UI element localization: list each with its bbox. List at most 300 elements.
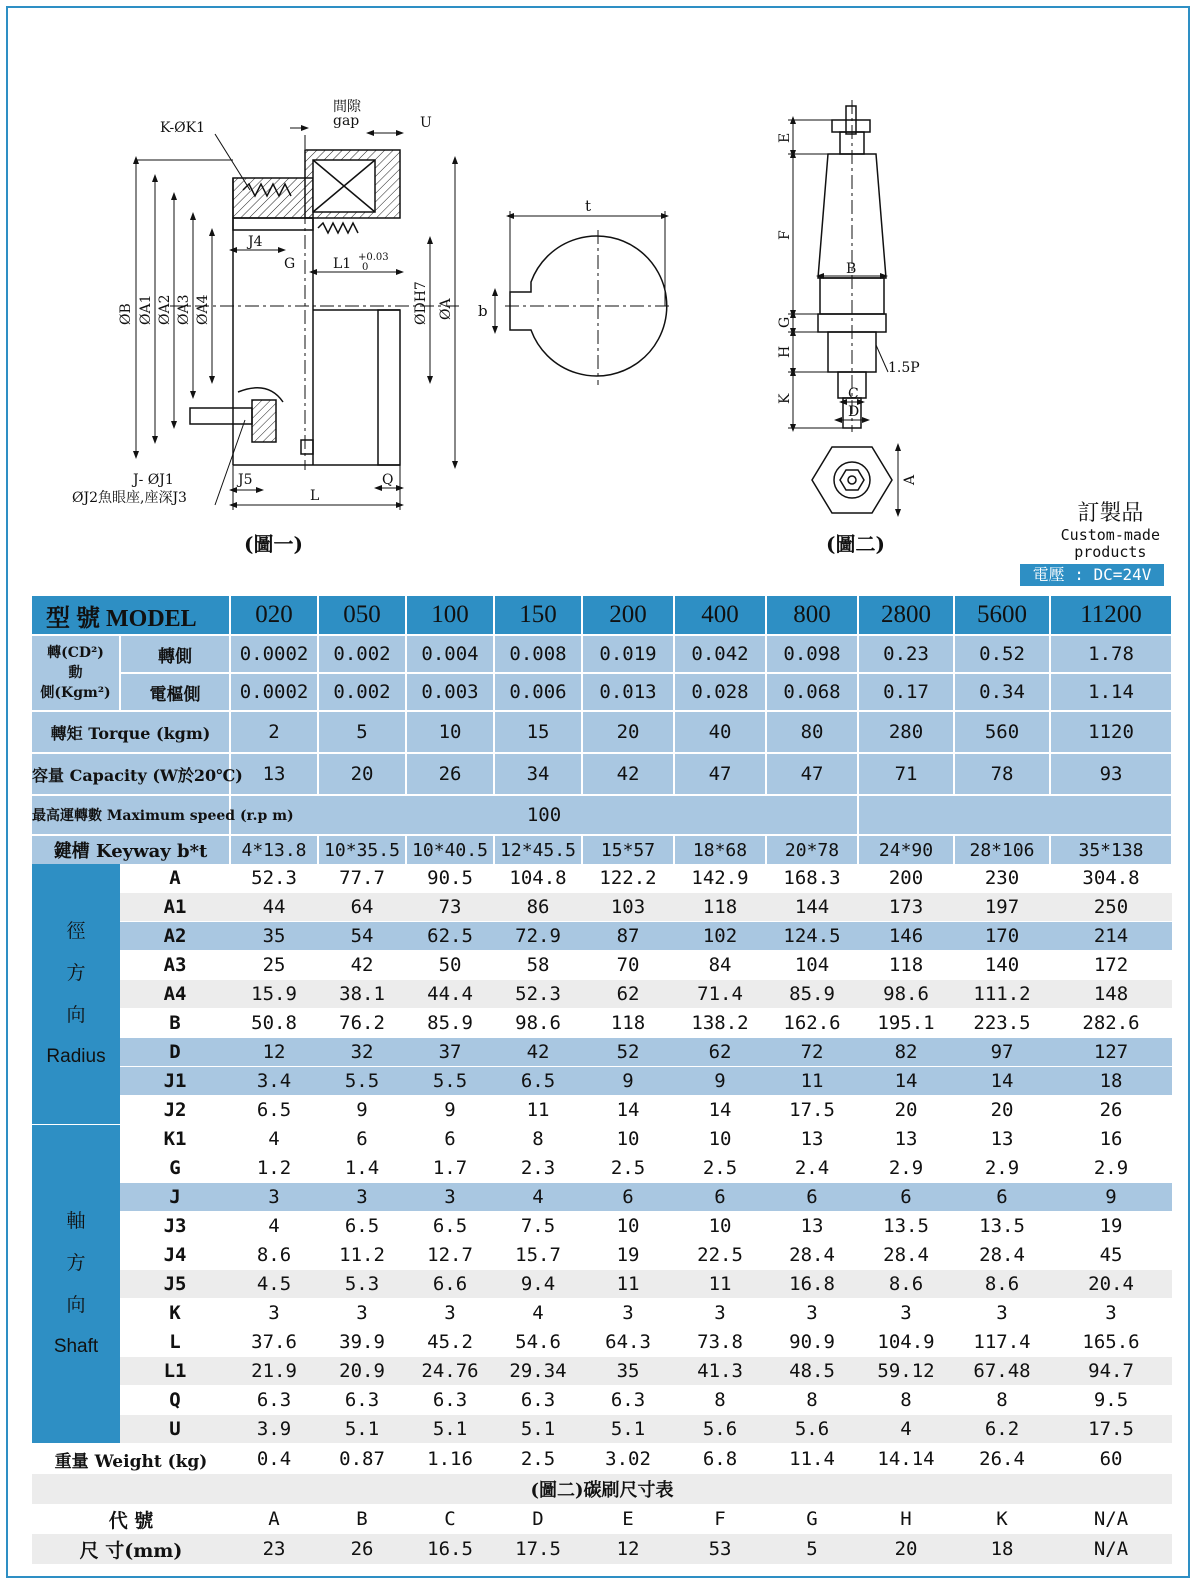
max-speed-label bbox=[32, 795, 294, 835]
table-cell: 1120 bbox=[1050, 711, 1172, 753]
table-cell: 102 bbox=[674, 922, 766, 951]
table-cell: F bbox=[674, 1504, 766, 1534]
table-cell: 18*68 bbox=[674, 835, 766, 864]
shaft-row bbox=[32, 1357, 1172, 1386]
table-cell: 2.5 bbox=[582, 1154, 674, 1183]
table-cell: 0.068 bbox=[766, 673, 858, 711]
table-cell: 1.14 bbox=[1050, 673, 1172, 711]
table-cell: 223.5 bbox=[954, 1009, 1050, 1038]
technical-drawings bbox=[0, 0, 1200, 590]
table-cell: 3 bbox=[318, 1299, 406, 1328]
dimension-key: L bbox=[120, 1328, 230, 1357]
table-cell: 6.8 bbox=[674, 1444, 766, 1475]
fig1-label-oa4: ØA4 bbox=[195, 294, 211, 325]
fig1-label-j-j1: J- ØJ1 bbox=[133, 472, 174, 488]
fig2-caption: (圖二) bbox=[826, 532, 885, 556]
shaft-row bbox=[32, 1299, 1172, 1328]
table-cell: 5.1 bbox=[494, 1415, 582, 1444]
table-cell: 73.8 bbox=[674, 1328, 766, 1357]
table-cell: 11.4 bbox=[766, 1444, 858, 1475]
fig2-label-f: F bbox=[777, 230, 793, 240]
model-name: 400 bbox=[674, 596, 766, 635]
table-cell: 73 bbox=[406, 893, 494, 922]
table-cell: 42 bbox=[494, 1038, 582, 1067]
table-cell: 93 bbox=[1050, 753, 1172, 795]
table-cell: 0.008 bbox=[494, 635, 582, 673]
max-speed-label-zh: 最高運轉數 bbox=[32, 808, 107, 824]
table-cell: 34 bbox=[494, 753, 582, 795]
table-cell: 3.4 bbox=[230, 1067, 318, 1096]
table-cell: 118 bbox=[674, 893, 766, 922]
fig1-label-j2-note: ØJ2魚眼座,座深J3 bbox=[72, 490, 187, 506]
table-cell: 5.5 bbox=[318, 1067, 406, 1096]
table-cell: 80 bbox=[766, 711, 858, 753]
table-cell: 6.3 bbox=[582, 1386, 674, 1415]
table-cell: 11 bbox=[674, 1270, 766, 1299]
table-cell: 11 bbox=[494, 1096, 582, 1125]
table-cell: 5.5 bbox=[406, 1067, 494, 1096]
table-cell: 0.002 bbox=[318, 635, 406, 673]
table-cell: 28.4 bbox=[858, 1241, 954, 1270]
group-label-char: 向 bbox=[66, 1004, 86, 1026]
table-cell: 6.5 bbox=[406, 1212, 494, 1241]
custom-made-zh: 訂製品 bbox=[1077, 501, 1144, 526]
radius-row bbox=[32, 1009, 1172, 1038]
table-cell: 76.2 bbox=[318, 1009, 406, 1038]
table-cell: 44 bbox=[230, 893, 318, 922]
dimension-key: J1 bbox=[120, 1067, 230, 1096]
table-cell: 12.7 bbox=[406, 1241, 494, 1270]
table-cell: 6.3 bbox=[230, 1386, 318, 1415]
table-cell: 560 bbox=[954, 711, 1050, 753]
fig1-label-k-k1: K-ØK1 bbox=[160, 120, 206, 136]
table-cell: 10*40.5 bbox=[406, 835, 494, 864]
table-cell: 22.5 bbox=[674, 1241, 766, 1270]
table-cell: 104.9 bbox=[858, 1328, 954, 1357]
table-cell: 8 bbox=[954, 1386, 1050, 1415]
table-cell: 15*57 bbox=[582, 835, 674, 864]
table-cell: 52.3 bbox=[494, 980, 582, 1009]
table-cell: 5 bbox=[318, 711, 406, 753]
table-cell: 35*138 bbox=[1050, 835, 1172, 864]
inertia-group-text: 轉(CD²) bbox=[47, 645, 104, 661]
table-cell: 20 bbox=[318, 753, 406, 795]
table-cell: 9 bbox=[1050, 1183, 1172, 1212]
table-cell: 3 bbox=[954, 1299, 1050, 1328]
table-cell: 10*35.5 bbox=[318, 835, 406, 864]
inertia-row-2 bbox=[32, 673, 1172, 711]
model-name: 100 bbox=[406, 596, 494, 635]
torque-label-unit: (kgm) bbox=[156, 723, 211, 743]
table-cell: 13 bbox=[766, 1212, 858, 1241]
fig2-label-g: G bbox=[777, 316, 793, 328]
table-cell: 304.8 bbox=[1050, 864, 1172, 893]
capacity-row bbox=[32, 753, 1172, 795]
table-cell: 47 bbox=[674, 753, 766, 795]
table-cell: 64.3 bbox=[582, 1328, 674, 1357]
table-cell: 3 bbox=[230, 1183, 318, 1212]
dimension-key: U bbox=[120, 1415, 230, 1444]
table-cell: 103 bbox=[582, 893, 674, 922]
table-cell: 8 bbox=[674, 1386, 766, 1415]
radius-group-label bbox=[32, 864, 120, 1125]
dimension-key: J2 bbox=[120, 1096, 230, 1125]
brush-title-row bbox=[32, 1474, 1172, 1504]
table-cell: B bbox=[318, 1504, 406, 1534]
max-speed-row bbox=[32, 795, 1172, 835]
table-cell: 39.9 bbox=[318, 1328, 406, 1357]
table-cell: 42 bbox=[318, 951, 406, 980]
dimension-key: B bbox=[120, 1009, 230, 1038]
table-cell: 6 bbox=[674, 1183, 766, 1212]
table-cell: 1.16 bbox=[406, 1444, 494, 1475]
fig2-label-c: C bbox=[848, 386, 859, 402]
fig1-label-l: L bbox=[310, 488, 320, 504]
fig2-drawing bbox=[788, 100, 898, 513]
table-cell: 26.4 bbox=[954, 1444, 1050, 1475]
table-cell: N/A bbox=[1050, 1504, 1172, 1534]
table-cell: 53 bbox=[674, 1534, 766, 1564]
shaft-row bbox=[32, 1154, 1172, 1183]
table-cell: 64 bbox=[318, 893, 406, 922]
table-cell: 104.8 bbox=[494, 864, 582, 893]
fig2-label-h: H bbox=[777, 345, 793, 358]
table-cell: 71.4 bbox=[674, 980, 766, 1009]
table-cell: 38.1 bbox=[318, 980, 406, 1009]
dimension-key: J3 bbox=[120, 1212, 230, 1241]
table-cell: 162.6 bbox=[766, 1009, 858, 1038]
table-cell: 12*45.5 bbox=[494, 835, 582, 864]
table-cell: 67.48 bbox=[954, 1357, 1050, 1386]
table-cell: H bbox=[858, 1504, 954, 1534]
brush-size-row bbox=[32, 1534, 1172, 1564]
inertia-group-text: 動 bbox=[68, 665, 83, 681]
table-cell: 3 bbox=[1050, 1299, 1172, 1328]
shaft-row bbox=[32, 1241, 1172, 1270]
table-cell: 8.6 bbox=[230, 1241, 318, 1270]
table-cell: 165.6 bbox=[1050, 1328, 1172, 1357]
dimension-key: A bbox=[120, 864, 230, 893]
fig1-label-l1-tol-top: +0.03 bbox=[358, 252, 389, 263]
table-cell: 90.5 bbox=[406, 864, 494, 893]
table-cell: 21.9 bbox=[230, 1357, 318, 1386]
table-cell: 3.9 bbox=[230, 1415, 318, 1444]
table-cell: 13 bbox=[858, 1125, 954, 1154]
brush-size-label: 尺 寸(mm) bbox=[32, 1534, 230, 1564]
weight-label: 重量 Weight (kg) bbox=[32, 1444, 230, 1475]
table-cell: 9.4 bbox=[494, 1270, 582, 1299]
table-cell: 282.6 bbox=[1050, 1009, 1172, 1038]
table-cell: 29.34 bbox=[494, 1357, 582, 1386]
table-cell: 62.5 bbox=[406, 922, 494, 951]
table-cell: 13 bbox=[954, 1125, 1050, 1154]
table-cell: 6.5 bbox=[494, 1067, 582, 1096]
table-cell: 1.78 bbox=[1050, 635, 1172, 673]
custom-made-note bbox=[1061, 496, 1160, 561]
table-cell: 9 bbox=[674, 1067, 766, 1096]
fig2-label-k: K bbox=[777, 393, 793, 404]
table-cell: 0.0002 bbox=[230, 673, 318, 711]
table-cell: 98.6 bbox=[858, 980, 954, 1009]
fig1-label-gap-zh: 間隙 bbox=[333, 99, 361, 115]
keyway-row bbox=[32, 835, 1172, 864]
table-cell: 142.9 bbox=[674, 864, 766, 893]
table-cell: 45.2 bbox=[406, 1328, 494, 1357]
fig1-label-oa1: ØA1 bbox=[138, 294, 154, 325]
dimension-key: K bbox=[120, 1299, 230, 1328]
shaft-row bbox=[32, 1125, 1172, 1154]
inertia-label-rotor: 轉側 bbox=[120, 635, 230, 673]
table-cell: 4.5 bbox=[230, 1270, 318, 1299]
fig1-label-l1: L1 bbox=[333, 256, 352, 272]
brush-code-row bbox=[32, 1504, 1172, 1534]
table-cell: 124.5 bbox=[766, 922, 858, 951]
table-cell: 62 bbox=[674, 1038, 766, 1067]
table-cell: 10 bbox=[406, 711, 494, 753]
table-cell: 0.34 bbox=[954, 673, 1050, 711]
max-speed-label-en: Maximum speed bbox=[106, 808, 240, 824]
table-cell: 170 bbox=[954, 922, 1050, 951]
radius-row bbox=[32, 893, 1172, 922]
table-cell: 111.2 bbox=[954, 980, 1050, 1009]
table-cell: 14 bbox=[954, 1067, 1050, 1096]
fig1-label-l1-tol-bot: 0 bbox=[362, 262, 369, 273]
table-cell: 13.5 bbox=[954, 1212, 1050, 1241]
capacity-label-unit: (W於20℃) bbox=[152, 765, 243, 785]
table-cell: 104 bbox=[766, 951, 858, 980]
table-cell: 8.6 bbox=[858, 1270, 954, 1299]
table-cell: 140 bbox=[954, 951, 1050, 980]
table-cell: K bbox=[954, 1504, 1050, 1534]
table-cell: 10 bbox=[674, 1125, 766, 1154]
table-cell: 122.2 bbox=[582, 864, 674, 893]
table-cell: 3.02 bbox=[582, 1444, 674, 1475]
table-cell: 3 bbox=[674, 1299, 766, 1328]
table-cell: 48.5 bbox=[766, 1357, 858, 1386]
table-cell: 14 bbox=[674, 1096, 766, 1125]
table-cell: 4*13.8 bbox=[230, 835, 318, 864]
table-cell: 9 bbox=[318, 1096, 406, 1125]
fig2-label-e: E bbox=[777, 132, 793, 143]
table-cell: 9 bbox=[582, 1067, 674, 1096]
table-cell: 14 bbox=[858, 1067, 954, 1096]
model-name: 020 bbox=[230, 596, 318, 635]
table-cell: 230 bbox=[954, 864, 1050, 893]
keyway-drawing bbox=[495, 211, 670, 385]
brush-table-title: (圖二)碳刷尺寸表 bbox=[32, 1474, 1172, 1504]
dimension-key: J4 bbox=[120, 1241, 230, 1270]
table-cell: 17.5 bbox=[766, 1096, 858, 1125]
table-cell: 3 bbox=[406, 1299, 494, 1328]
table-cell: 26 bbox=[1050, 1096, 1172, 1125]
table-cell: 78 bbox=[954, 753, 1050, 795]
shaft-row bbox=[32, 1212, 1172, 1241]
table-cell: N/A bbox=[1050, 1534, 1172, 1564]
table-cell: 0.098 bbox=[766, 635, 858, 673]
table-cell: 85.9 bbox=[406, 1009, 494, 1038]
table-cell: 8 bbox=[766, 1386, 858, 1415]
fig1-label-u: U bbox=[420, 115, 432, 131]
table-cell: 127 bbox=[1050, 1038, 1172, 1067]
table-cell: 2.5 bbox=[494, 1444, 582, 1475]
table-cell: 52 bbox=[582, 1038, 674, 1067]
table-cell: E bbox=[582, 1504, 674, 1534]
table-cell: 6.6 bbox=[406, 1270, 494, 1299]
fig1-label-oa3: ØA3 bbox=[176, 294, 192, 325]
dimension-key: J5 bbox=[120, 1270, 230, 1299]
table-cell: 16 bbox=[1050, 1125, 1172, 1154]
table-cell: 6.5 bbox=[230, 1096, 318, 1125]
table-cell: 5.1 bbox=[406, 1415, 494, 1444]
capacity-label-zh: 容量 bbox=[32, 765, 70, 785]
keyway-label-b: b bbox=[478, 302, 488, 320]
table-cell: 2.9 bbox=[954, 1154, 1050, 1183]
table-cell: 90.9 bbox=[766, 1328, 858, 1357]
table-cell: 20 bbox=[858, 1096, 954, 1125]
table-cell: 19 bbox=[582, 1241, 674, 1270]
table-cell: 82 bbox=[858, 1038, 954, 1067]
table-cell: 70 bbox=[582, 951, 674, 980]
table-cell: 144 bbox=[766, 893, 858, 922]
table-cell: 2.4 bbox=[766, 1154, 858, 1183]
table-cell: 15.7 bbox=[494, 1241, 582, 1270]
table-cell: 9 bbox=[406, 1096, 494, 1125]
dimension-key: G bbox=[120, 1154, 230, 1183]
fig1-label-oa: ØA bbox=[438, 298, 454, 320]
table-cell: 20.9 bbox=[318, 1357, 406, 1386]
shaft-group-label bbox=[32, 1125, 120, 1444]
fig1-label-j5: J5 bbox=[238, 472, 253, 488]
figure-area bbox=[0, 0, 1200, 590]
table-cell: 11 bbox=[582, 1270, 674, 1299]
shaft-row bbox=[32, 1270, 1172, 1299]
table-cell: 6 bbox=[954, 1183, 1050, 1212]
table-cell: 118 bbox=[858, 951, 954, 980]
dimension-key: D bbox=[120, 1038, 230, 1067]
table-cell: 17.5 bbox=[494, 1534, 582, 1564]
table-cell: 2.5 bbox=[674, 1154, 766, 1183]
dimension-key: J bbox=[120, 1183, 230, 1212]
table-cell: 3 bbox=[858, 1299, 954, 1328]
radius-row bbox=[32, 951, 1172, 980]
table-cell: 85.9 bbox=[766, 980, 858, 1009]
voltage-badge: 電壓 : DC=24V bbox=[1020, 564, 1164, 586]
table-cell: 71 bbox=[858, 753, 954, 795]
table-cell: 2.9 bbox=[1050, 1154, 1172, 1183]
table-cell: 15.9 bbox=[230, 980, 318, 1009]
dimension-key: A4 bbox=[120, 980, 230, 1009]
shaft-row bbox=[32, 1328, 1172, 1357]
model-name: 050 bbox=[318, 596, 406, 635]
table-cell: 5.1 bbox=[582, 1415, 674, 1444]
table-cell: 6 bbox=[766, 1183, 858, 1212]
table-cell: 37.6 bbox=[230, 1328, 318, 1357]
shaft-row bbox=[32, 1386, 1172, 1415]
model-header-label: 型 號 MODEL bbox=[32, 596, 230, 635]
table-cell: 45 bbox=[1050, 1241, 1172, 1270]
custom-made-en-2: products bbox=[1074, 543, 1147, 561]
keyway-label: 鍵槽 Keyway b*t bbox=[32, 835, 230, 864]
table-cell: 0.87 bbox=[318, 1444, 406, 1475]
table-cell: 0.019 bbox=[582, 635, 674, 673]
table-cell: 0.003 bbox=[406, 673, 494, 711]
table-cell: 35 bbox=[230, 922, 318, 951]
table-cell: 0.013 bbox=[582, 673, 674, 711]
table-cell: 1.4 bbox=[318, 1154, 406, 1183]
table-cell: 20.4 bbox=[1050, 1270, 1172, 1299]
table-cell: 26 bbox=[406, 753, 494, 795]
table-cell: 0.23 bbox=[858, 635, 954, 673]
table-cell: 86 bbox=[494, 893, 582, 922]
max-speed-label-unit: (r.p m) bbox=[239, 808, 294, 824]
table-cell: 16.8 bbox=[766, 1270, 858, 1299]
inertia-row-1 bbox=[32, 635, 1172, 673]
table-cell: 19 bbox=[1050, 1212, 1172, 1241]
group-label-char: 徑 bbox=[66, 920, 86, 942]
table-cell: 117.4 bbox=[954, 1328, 1050, 1357]
weight-row bbox=[32, 1444, 1172, 1475]
table-cell: 84 bbox=[674, 951, 766, 980]
group-label-en: Radius bbox=[46, 1046, 106, 1067]
table-cell: 15 bbox=[494, 711, 582, 753]
keyway-label-t: t bbox=[585, 197, 592, 215]
table-cell: 6 bbox=[406, 1125, 494, 1154]
dimension-key: A2 bbox=[120, 922, 230, 951]
table-cell: 214 bbox=[1050, 922, 1172, 951]
fig1-caption: (圖一) bbox=[244, 532, 303, 556]
max-speed-empty bbox=[858, 795, 1172, 835]
table-cell: 6.3 bbox=[494, 1386, 582, 1415]
table-cell: A bbox=[230, 1504, 318, 1534]
group-label-en: Shaft bbox=[53, 1336, 99, 1357]
spec-table bbox=[32, 596, 1173, 1564]
table-cell: 0.52 bbox=[954, 635, 1050, 673]
table-cell: 20 bbox=[858, 1534, 954, 1564]
table-cell: 41.3 bbox=[674, 1357, 766, 1386]
fig2-label-pitch: 1.5P bbox=[888, 360, 920, 376]
radius-row bbox=[32, 1067, 1172, 1096]
table-cell: 62 bbox=[582, 980, 674, 1009]
table-cell: 14.14 bbox=[858, 1444, 954, 1475]
table-cell: 52.3 bbox=[230, 864, 318, 893]
shaft-row bbox=[32, 1415, 1172, 1444]
table-cell: 4 bbox=[494, 1299, 582, 1328]
table-cell: 4 bbox=[230, 1125, 318, 1154]
table-cell: 9.5 bbox=[1050, 1386, 1172, 1415]
table-cell: 4 bbox=[858, 1415, 954, 1444]
capacity-label-en: Capacity bbox=[69, 765, 153, 785]
table-cell: 24.76 bbox=[406, 1357, 494, 1386]
table-cell: 2.3 bbox=[494, 1154, 582, 1183]
table-cell: 20 bbox=[582, 711, 674, 753]
table-cell: 47 bbox=[766, 753, 858, 795]
table-cell: 54 bbox=[318, 922, 406, 951]
group-label-char: 方 bbox=[66, 1252, 86, 1274]
table-cell: 4 bbox=[494, 1183, 582, 1212]
model-name: 800 bbox=[766, 596, 858, 635]
table-cell: 72 bbox=[766, 1038, 858, 1067]
fig1-label-oa2: ØA2 bbox=[157, 294, 173, 325]
table-cell: 32 bbox=[318, 1038, 406, 1067]
fig1-label-q: Q bbox=[382, 472, 394, 488]
table-cell: 6.5 bbox=[318, 1212, 406, 1241]
table-cell: 3 bbox=[582, 1299, 674, 1328]
model-name: 200 bbox=[582, 596, 674, 635]
table-cell: 28.4 bbox=[954, 1241, 1050, 1270]
table-cell: 58 bbox=[494, 951, 582, 980]
dimension-key: A1 bbox=[120, 893, 230, 922]
table-cell: C bbox=[406, 1504, 494, 1534]
